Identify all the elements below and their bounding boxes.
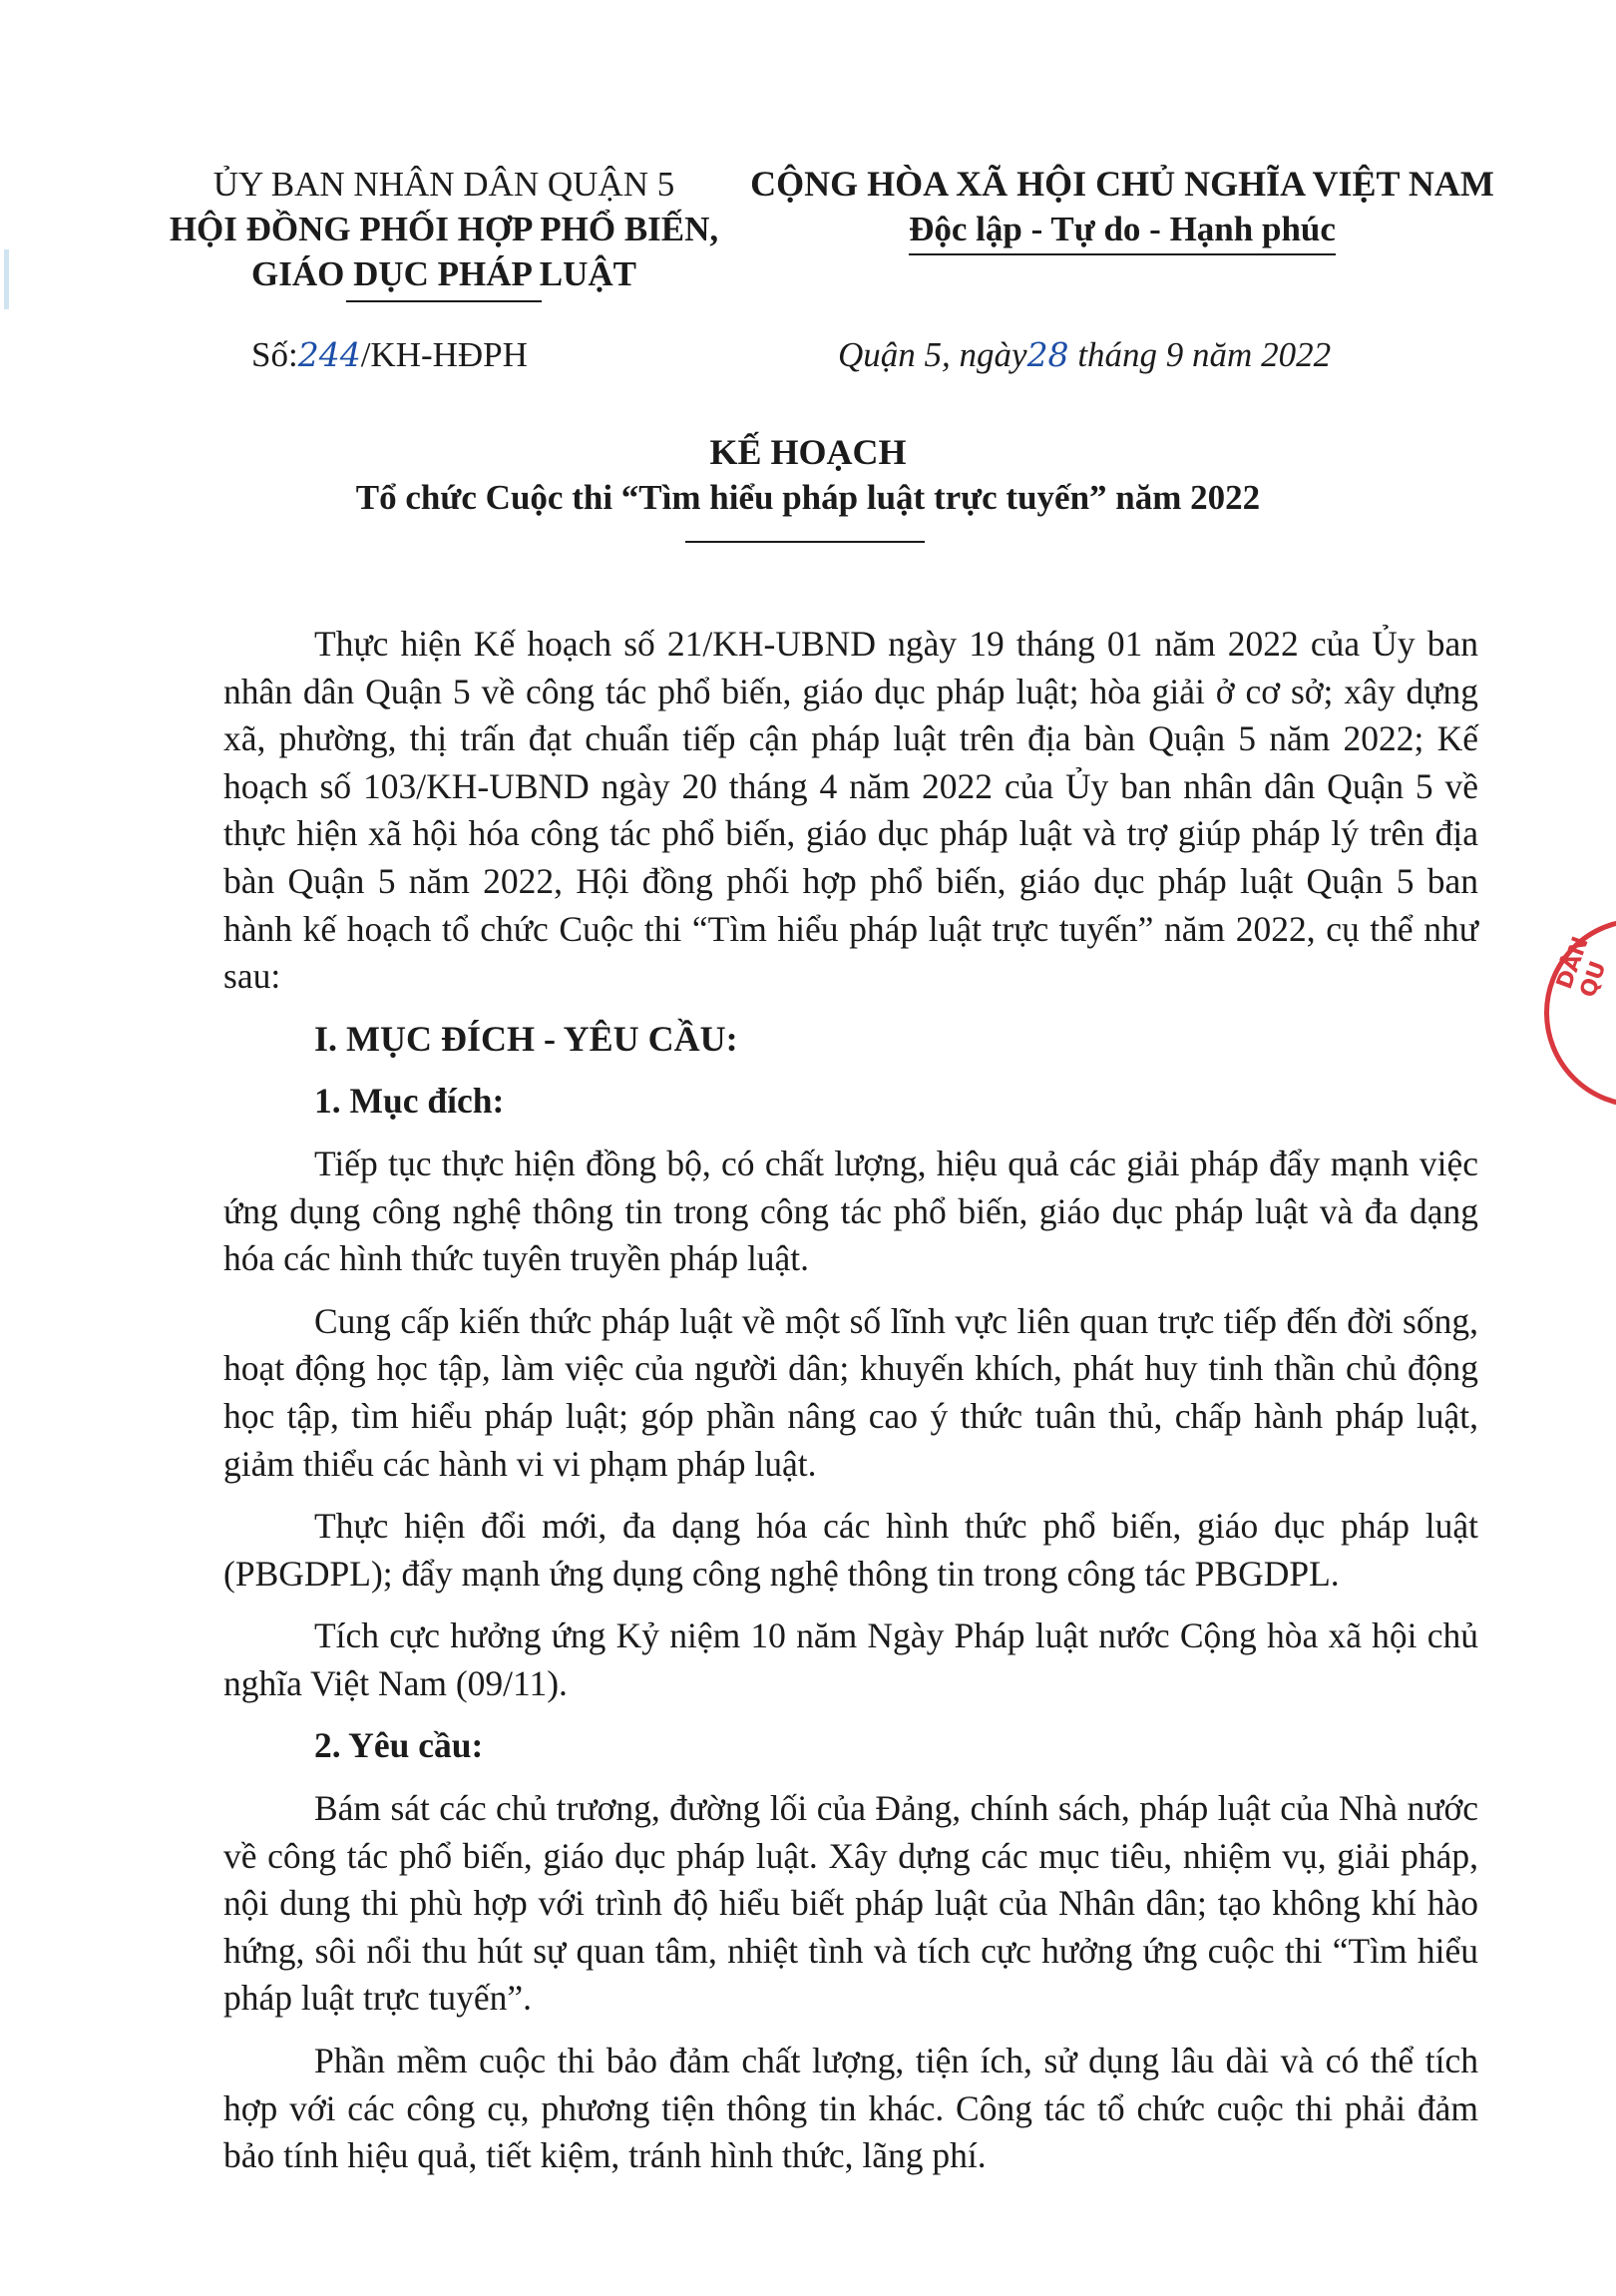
seal-text: DÂN QU (1552, 933, 1612, 1002)
country-name: CỘNG HÒA XÃ HỘI CHỦ NGHĨA VIỆT NAM (750, 164, 1494, 204)
section-heading-1: I. MỤC ĐÍCH - YÊU CẦU: (314, 1018, 738, 1059)
title-line-1: KẾ HOẠCH (709, 432, 907, 472)
document-number (251, 335, 528, 375)
authority-underline (346, 300, 542, 302)
doc-number-suffix: /KH-HĐPH (360, 335, 528, 374)
issuing-authority (150, 162, 738, 302)
authority-line-1: ỦY BAN NHÂN DÂN QUẬN 5 (212, 165, 675, 204)
subheading-purpose: 1. Mục đích: (314, 1081, 505, 1122)
motto: Độc lập - Tự do - Hạnh phúc (909, 207, 1336, 255)
scan-edge-mark (4, 249, 9, 309)
intro-paragraph: Thực hiện Kế hoạch số 21/KH-UBND ngày 19 tháng 01 năm 2022 của Ủy ban nhân dân Quận 5 về công tác phổ biến, giáo dục pháp luật; hòa giải ở cơ sở; xây dựng xã, phường, thị trấn đạt chuẩn tiếp cận pháp luật trên địa bàn Quận 5 năm 2022; Kế hoạch số 103/KH-UBND ngày 20 tháng 4 năm 2022 của Ủy ban nhân dân Quận 5 về thực hiện xã hội hóa công tác phổ biến, giáo dục pháp luật và trợ giúp pháp lý trên địa bàn Quận 5 năm 2022, Hội đồng phối hợp phổ biến, giáo dục pháp luật Quận 5 ban hành kế hoạch tổ chức Cuộc thi “Tìm hiểu pháp luật trực tuyến” năm 2022, cụ thể như sau: (223, 624, 1478, 997)
document-title (0, 429, 1616, 543)
purpose-paragraph-1: Tiếp tục thực hiện đồng bộ, có chất lượng, hiệu quả các giải pháp đẩy mạnh việc ứng dụng công nghệ thông tin trong công tác phổ biến, giáo dục pháp luật và đa dạng hóa các hình thức tuyên truyền pháp luật. (223, 1143, 1478, 1279)
subheading-requirements: 2. Yêu cầu: (314, 1725, 484, 1766)
doc-number-prefix: Số: (251, 335, 298, 374)
purpose-paragraph-2: Cung cấp kiến thức pháp luật về một số lĩnh vực liên quan trực tiếp đến đời sống, hoạt động học tập, làm việc của người dân; khuyến khích, phát huy tinh thần chủ động học tập, tìm hiểu pháp luật; góp phần nâng cao ý thức tuân thủ, chấp hành pháp luật, giảm thiểu các hành vi vi phạm pháp luật. (223, 1300, 1478, 1484)
purpose-paragraph-4: Tích cực hưởng ứng Kỷ niệm 10 năm Ngày Pháp luật nước Cộng hòa xã hội chủ nghĩa Việt Nam (09/11). (223, 1615, 1478, 1703)
doc-number-handwritten: 244 (297, 335, 361, 374)
national-motto (728, 162, 1516, 255)
requirements-paragraph-2: Phần mềm cuộc thi bảo đảm chất lượng, tiện ích, sử dụng lâu dài và có thể tích hợp với các công cụ, phương tiện thông tin khác. Công tác tổ chức cuộc thi phải đảm bảo tính hiệu quả, tiết kiệm, tránh hình thức, lãng phí. (223, 2041, 1478, 2176)
title-line-2: Tổ chức Cuộc thi “Tìm hiểu pháp luật trực tuyến” năm 2022 (355, 478, 1261, 517)
date-prefix: Quận 5, ngày (838, 335, 1027, 374)
date-suffix: tháng 9 năm 2022 (1068, 335, 1332, 374)
authority-line-3: GIÁO DỤC PHÁP LUẬT (251, 254, 636, 293)
date-day-handwritten: 28 (1026, 335, 1069, 374)
purpose-paragraph-3: Thực hiện đổi mới, đa dạng hóa các hình thức phổ biến, giáo dục pháp luật (PBGDPL); đẩy mạnh ứng dụng công nghệ thông tin trong công tác PBGDPL. (223, 1506, 1478, 1594)
authority-line-2: HỘI ĐỒNG PHỐI HỢP PHỔ BIẾN, (169, 210, 719, 248)
document-body (223, 621, 1478, 2195)
issue-date (838, 335, 1331, 375)
title-underline (685, 541, 925, 543)
requirements-paragraph-1: Bám sát các chủ trương, đường lối của Đảng, chính sách, pháp luật của Nhà nước về công tác phổ biến, giáo dục pháp luật. Xây dựng các mục tiêu, nhiệm vụ, giải pháp, nội dung thi phù hợp với trình độ hiểu biết pháp luật của Nhân dân; tạo không khí hào hứng, sôi nổi thu hút sự quan tâm, nhiệt tình và tích cực hưởng ứng cuộc thi “Tìm hiểu pháp luật trực tuyến”. (223, 1788, 1478, 2019)
